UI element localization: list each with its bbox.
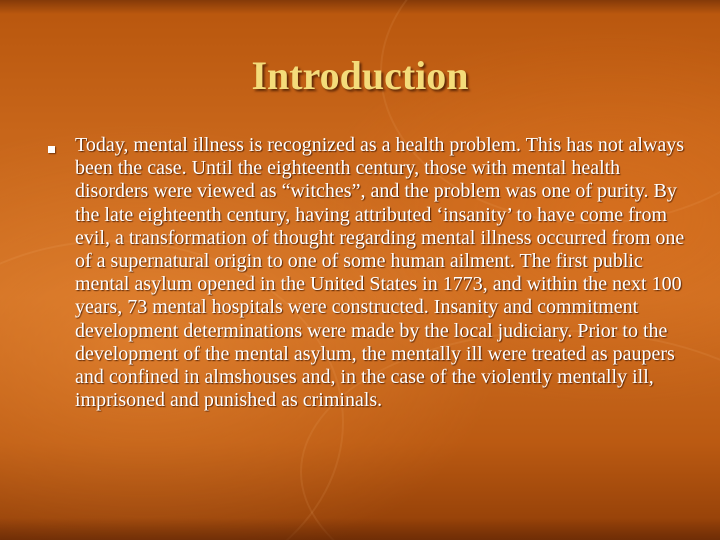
slide-body — [48, 134, 688, 412]
slide-title: Introduction — [251, 53, 469, 98]
slide-bottom-shading — [0, 518, 720, 540]
square-bullet-icon — [48, 146, 55, 153]
bullet-item — [48, 134, 688, 412]
bullet-text: Today, mental illness is recognized as a health problem. This has not always been the case. Until the eighteenth century, those with mental health disorders were viewed as “witches”, and the problem was one of purity. By the late eighteenth century, having attributed ‘insanity’ to have come from evil, a transformation of thought regarding mental illness occurred from one of a supernatural origin to one of some human ailment. The first public mental asylum opened in the United States in 1773, and within the next 100 years, 73 mental hospitals were constructed. Insanity and commitment development determinations were made by the local judiciary. Prior to the development of the mental asylum, the mentally ill were treated as paupers and confined in almshouses and, in the case of the violently mentally ill, imprisoned and punished as criminals. — [75, 134, 685, 412]
